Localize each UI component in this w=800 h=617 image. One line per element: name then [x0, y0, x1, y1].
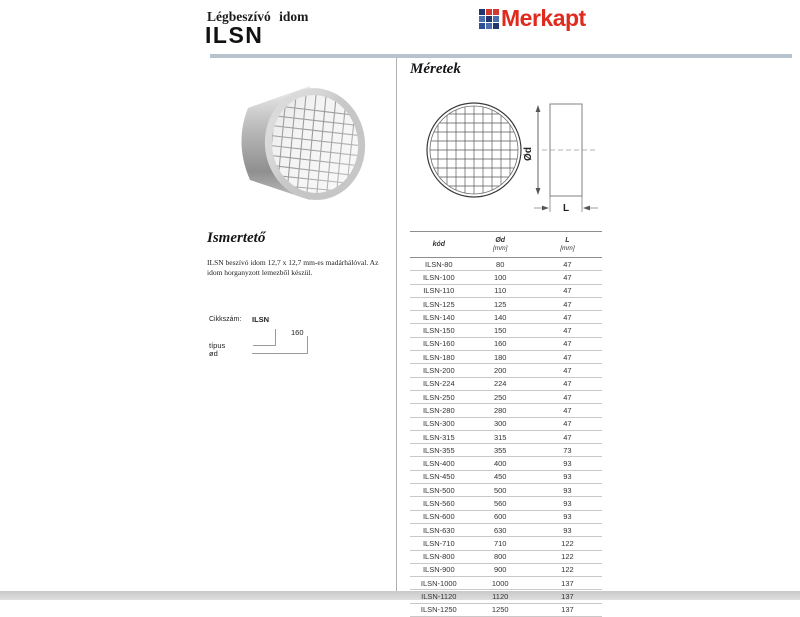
cell-diameter: 800	[493, 552, 507, 562]
cell-diameter: 110	[494, 286, 507, 296]
cell-kod: ILSN-1000	[420, 578, 457, 588]
cell-length: 47	[563, 312, 572, 322]
page-bottom-edge	[0, 591, 800, 600]
ordering-code-label: Cikkszám:	[209, 316, 242, 323]
cell-diameter: 400	[493, 459, 507, 469]
cell-kod: ILSN-110	[423, 286, 455, 296]
cell-length: 122	[561, 552, 574, 562]
cell-kod: ILSN-300	[422, 419, 455, 429]
legend-diameter-label: ød	[209, 349, 218, 358]
description-text: ILSN beszívó idom 12,7 x 12,7 mm-es madárhálóval. Az idom horganyzott lemezből készül.	[207, 258, 379, 277]
cell-diameter: 200	[493, 366, 507, 376]
table-row	[410, 378, 602, 391]
cell-diameter: 315	[493, 432, 507, 442]
ordering-size-value: 160	[291, 328, 304, 337]
cell-kod: ILSN-560	[422, 498, 455, 508]
cell-length: 47	[563, 366, 572, 376]
technical-drawing	[412, 90, 610, 220]
cell-kod: ILSN-125	[422, 299, 455, 309]
cell-length: 93	[563, 498, 572, 508]
cell-diameter: 600	[493, 512, 507, 522]
product-photo	[222, 80, 378, 206]
cell-diameter: 180	[493, 352, 507, 362]
cell-kod: ILSN-224	[422, 379, 455, 389]
cell-kod: ILSN-800	[422, 552, 455, 562]
cell-diameter: 1000	[491, 578, 509, 588]
merkapt-grid-icon	[479, 9, 499, 29]
cell-kod: ILSN-710	[422, 538, 455, 548]
diameter-dimension	[536, 105, 541, 195]
table-row	[410, 537, 602, 550]
cell-length: 47	[563, 352, 572, 362]
cell-kod: ILSN-1120	[421, 592, 457, 602]
cell-length: 122	[561, 565, 574, 575]
cell-length: 47	[563, 405, 572, 415]
dimensions-heading: Méretek	[410, 61, 461, 77]
cell-length: 137	[561, 605, 574, 615]
cell-diameter: 630	[493, 525, 507, 535]
grid-icon-cell	[479, 9, 485, 15]
table-row	[410, 484, 602, 497]
cell-kod: ILSN-280	[422, 405, 455, 415]
header-diameter: Ød [mm]	[493, 236, 508, 252]
table-header-row	[410, 231, 602, 258]
table-row	[410, 351, 602, 364]
table-row	[410, 444, 602, 457]
header-length: L [mm]	[560, 236, 575, 252]
grid-icon-cell	[493, 23, 499, 29]
cell-kod: ILSN-355	[422, 445, 455, 455]
cell-diameter: 355	[493, 445, 507, 455]
cell-kod: ILSN-150	[422, 326, 455, 336]
cell-diameter: 560	[493, 498, 507, 508]
table-row	[410, 285, 602, 298]
cell-length: 47	[563, 326, 572, 336]
table-row	[410, 577, 602, 590]
cell-diameter: 900	[493, 565, 507, 575]
table-row	[410, 418, 602, 431]
table-row	[410, 271, 602, 284]
table-row	[410, 338, 602, 351]
table-row	[410, 324, 602, 337]
table-row	[410, 551, 602, 564]
cell-length: 93	[563, 472, 572, 482]
cell-diameter: 150	[493, 326, 507, 336]
cell-kod: ILSN-80	[425, 259, 453, 269]
cell-length: 122	[561, 538, 574, 548]
table-row	[410, 431, 602, 444]
cell-kod: ILSN-630	[422, 525, 455, 535]
cell-length: 73	[563, 445, 572, 455]
cell-length: 47	[563, 392, 572, 402]
cell-diameter: 1250	[491, 605, 509, 615]
diameter-label: Ød	[523, 147, 534, 161]
product-subtitle: Légbeszívó idom	[207, 9, 309, 24]
cell-length: 47	[563, 432, 572, 442]
table-row	[410, 590, 602, 603]
table-row	[410, 298, 602, 311]
grid-icon-cell	[486, 16, 492, 22]
cell-length: 47	[563, 259, 572, 269]
cell-kod: ILSN-1250	[420, 605, 457, 615]
cell-kod: ILSN-900	[422, 565, 455, 575]
product-title: ILSN	[205, 22, 264, 48]
cell-kod: ILSN-100	[422, 272, 455, 282]
description-heading: Ismertető	[207, 230, 266, 246]
table-row	[410, 564, 602, 577]
cell-diameter: 125	[493, 299, 507, 309]
cell-diameter: 300	[493, 419, 507, 429]
grid-icon-cell	[486, 9, 492, 15]
table-row	[410, 258, 602, 271]
table-row	[410, 404, 602, 417]
cell-length: 47	[563, 272, 572, 282]
cell-length: 47	[563, 379, 572, 389]
cell-length: 93	[563, 525, 572, 535]
cell-length: 47	[563, 286, 572, 296]
grid-icon-cell	[493, 16, 499, 22]
cell-kod: ILSN-400	[422, 459, 455, 469]
cell-kod: ILSN-250	[422, 392, 455, 402]
dimensions-table	[410, 231, 602, 617]
merkapt-logo	[479, 5, 586, 32]
cell-kod: ILSN-315	[422, 432, 455, 442]
grid-icon-cell	[479, 23, 485, 29]
cell-diameter: 160	[493, 339, 507, 349]
table-row	[410, 311, 602, 324]
cell-diameter: 710	[493, 538, 507, 548]
legend-type-label: típus	[209, 341, 226, 350]
grid-icon-cell	[486, 23, 492, 29]
table-row	[410, 471, 602, 484]
merkapt-wordmark: Merkapt	[501, 5, 586, 31]
cell-length: 47	[563, 419, 572, 429]
cell-length: 93	[563, 485, 572, 495]
table-row	[410, 524, 602, 537]
cell-diameter: 500	[493, 485, 507, 495]
cell-length: 47	[563, 339, 572, 349]
cell-diameter: 224	[493, 379, 507, 389]
ordering-type-value: ILSN	[252, 315, 270, 324]
cell-kod: ILSN-500	[422, 485, 455, 495]
cell-diameter: 250	[493, 392, 507, 402]
cell-kod: ILSN-180	[422, 352, 455, 362]
grid-icon-cell	[493, 9, 499, 15]
cell-kod: ILSN-450	[422, 472, 455, 482]
cell-length: 137	[561, 592, 574, 602]
table-row	[410, 511, 602, 524]
cell-diameter: 140	[493, 312, 507, 322]
cell-kod: ILSN-200	[422, 366, 455, 376]
column-divider	[396, 58, 397, 591]
cell-length: 137	[561, 578, 574, 588]
table-row	[410, 497, 602, 510]
cell-diameter: 1120	[492, 592, 509, 602]
table-row	[410, 391, 602, 404]
cell-length: 47	[563, 299, 572, 309]
cell-diameter: 450	[493, 472, 507, 482]
header-divider	[210, 54, 792, 58]
diameter-connector-line	[252, 336, 308, 354]
grid-icon-cell	[479, 16, 485, 22]
cell-kod: ILSN-600	[422, 512, 455, 522]
table-row	[410, 604, 602, 617]
cell-diameter: 100	[493, 272, 507, 282]
cell-length: 93	[563, 459, 572, 469]
cell-diameter: 280	[493, 405, 507, 415]
header-kod: kód	[432, 240, 446, 248]
cell-kod: ILSN-140	[422, 312, 455, 322]
length-label: L	[562, 203, 570, 214]
cell-diameter: 80	[496, 259, 505, 269]
table-body	[410, 258, 602, 617]
table-row	[410, 364, 602, 377]
cell-length: 93	[563, 512, 572, 522]
table-row	[410, 457, 602, 470]
cell-kod: ILSN-160	[422, 339, 455, 349]
